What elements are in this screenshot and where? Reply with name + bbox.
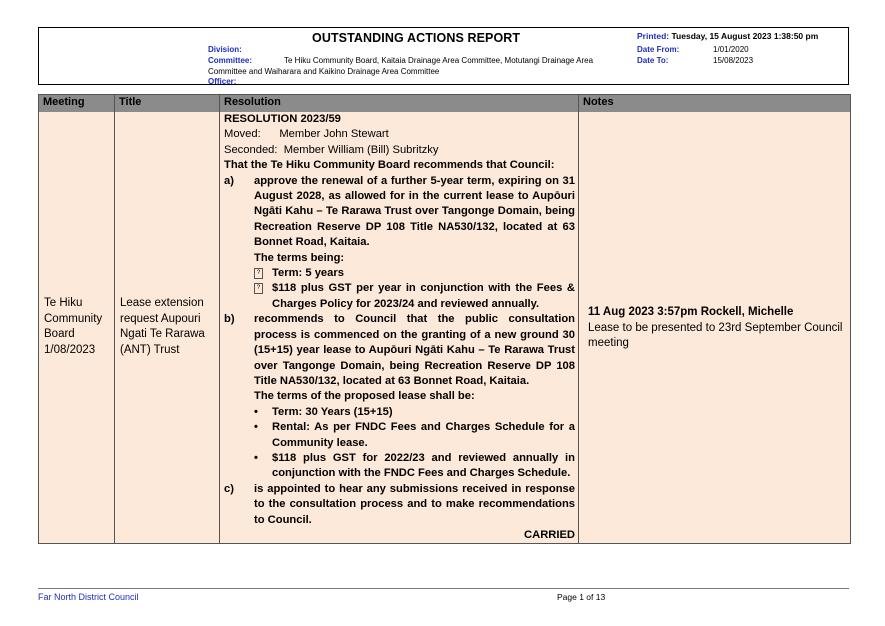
item-b-bullet-text: Rental: As per FNDC Fees and Charges Schedule for a Community lease.	[272, 421, 575, 449]
item-a-bullet	[224, 266, 575, 281]
item-b-bullet	[224, 405, 575, 420]
committee-label: Committee:	[208, 56, 253, 65]
date-to-value: 15/08/2023	[713, 56, 754, 65]
footer-divider	[38, 588, 849, 589]
title-cell: Lease extension request Aupouri Ngati Te Rarawa (ANT) Trust	[120, 297, 205, 356]
item-a-text: approve the renewal of a further 5-year term, expiring on 31 August 2028, as allowed for in the current lease to Aupōuri Ngāti Kahu – Te Rarawa Trust over Tangonge Domain, being Recreation Reserve DP 108 Title NA530/132, located at 63 Bonnet Road, Kaitaia.	[254, 174, 575, 249]
item-b-bullet-text: Term: 30 Years (15+15)	[272, 405, 393, 418]
printed-info	[637, 31, 818, 41]
committee-value: Te Hiku Community Board, Kaitaia Drainage Area Committee, Motutangi Drainage Area Committee and Waiharara and Kaikino Drainage Area Committee	[208, 56, 594, 76]
bullet-icon: •	[254, 405, 258, 418]
item-b-bullet-text: $118 plus GST for 2022/23 and reviewed annually in conjunction with the FNDC Fees and Charges Schedule.	[272, 451, 575, 480]
resolution-item-c	[224, 482, 575, 528]
item-b-marker: b)	[224, 313, 235, 326]
bullet-icon: •	[254, 421, 258, 434]
resolution-moved: Moved: Member John Stewart	[224, 128, 389, 141]
item-c-marker: c)	[224, 482, 234, 495]
missing-glyph-icon: ?	[254, 283, 263, 294]
notes-entry-text: Lease to be presented to 23rd September Council meeting	[588, 321, 843, 349]
resolution-item-a	[224, 174, 575, 251]
item-a-bullet-text: Term: 5 years	[272, 267, 344, 280]
column-divider	[219, 95, 220, 543]
report-title: OUTSTANDING ACTIONS REPORT	[312, 31, 521, 45]
date-from-value: 1/01/2020	[713, 45, 749, 54]
bullet-icon: •	[254, 451, 258, 464]
printed-label: Printed:	[637, 31, 670, 41]
resolution-item-b	[224, 312, 575, 389]
column-divider	[114, 95, 115, 543]
resolution-seconded: Seconded: Member William (Bill) Subritzky	[224, 143, 439, 156]
header-title: Title	[119, 96, 142, 108]
resolution-heading: RESOLUTION 2023/59	[224, 113, 341, 125]
item-a-marker: a)	[224, 174, 234, 187]
item-a-bullet	[224, 281, 575, 312]
notes-entry-header: 11 Aug 2023 3:57pm Rockell, Michelle	[588, 306, 794, 318]
item-a-terms-label: The terms being:	[254, 251, 345, 264]
header-meeting: Meeting	[43, 96, 85, 108]
date-to-label: Date To:	[637, 56, 669, 65]
missing-glyph-icon: ?	[254, 268, 263, 279]
header-notes: Notes	[583, 96, 614, 108]
date-from-label: Date From:	[637, 45, 680, 54]
item-a-bullet-text: $118 plus GST per year in conjunction with the Fees & Charges Policy for 2023/24 and reviewed annually.	[272, 282, 575, 310]
meeting-cell: Te Hiku Community Board 1/08/2023	[44, 297, 103, 356]
footer-organisation: Far North District Council	[38, 592, 139, 602]
item-b-text: recommends to Council that the public consultation process is commenced on the granting of a new ground 30 (15+15) year lease to Aupōuri Ngāti Kahu – Te Rarawa Trust over Tangonge Domain, being Recreation Reserve DP 108 Title NA530/132, located at 63 Bonnet Road, Kaitaia.	[254, 313, 575, 387]
table-header-row	[39, 95, 850, 113]
actions-table	[38, 94, 851, 544]
header-resolution: Resolution	[224, 96, 281, 108]
resolution-intro: That the Te Hiku Community Board recommends that Council:	[224, 159, 555, 172]
division-label: Division:	[208, 45, 242, 54]
resolution-carried: CARRIED	[524, 528, 575, 541]
printed-value: Tuesday, 15 August 2023 1:38:50 pm	[671, 31, 819, 41]
item-b-terms-label: The terms of the proposed lease shall be:	[254, 390, 475, 403]
notes-cell	[588, 305, 846, 352]
column-divider	[578, 95, 579, 543]
footer-page-number: Page 1 of 13	[557, 592, 606, 602]
officer-label: Officer:	[208, 77, 237, 86]
item-b-bullet	[224, 420, 575, 451]
item-c-text: is appointed to hear any submissions received in response to the consultation process and to make recommendations to Council.	[254, 482, 575, 526]
item-b-bullet	[224, 451, 575, 482]
resolution-cell	[224, 112, 575, 543]
